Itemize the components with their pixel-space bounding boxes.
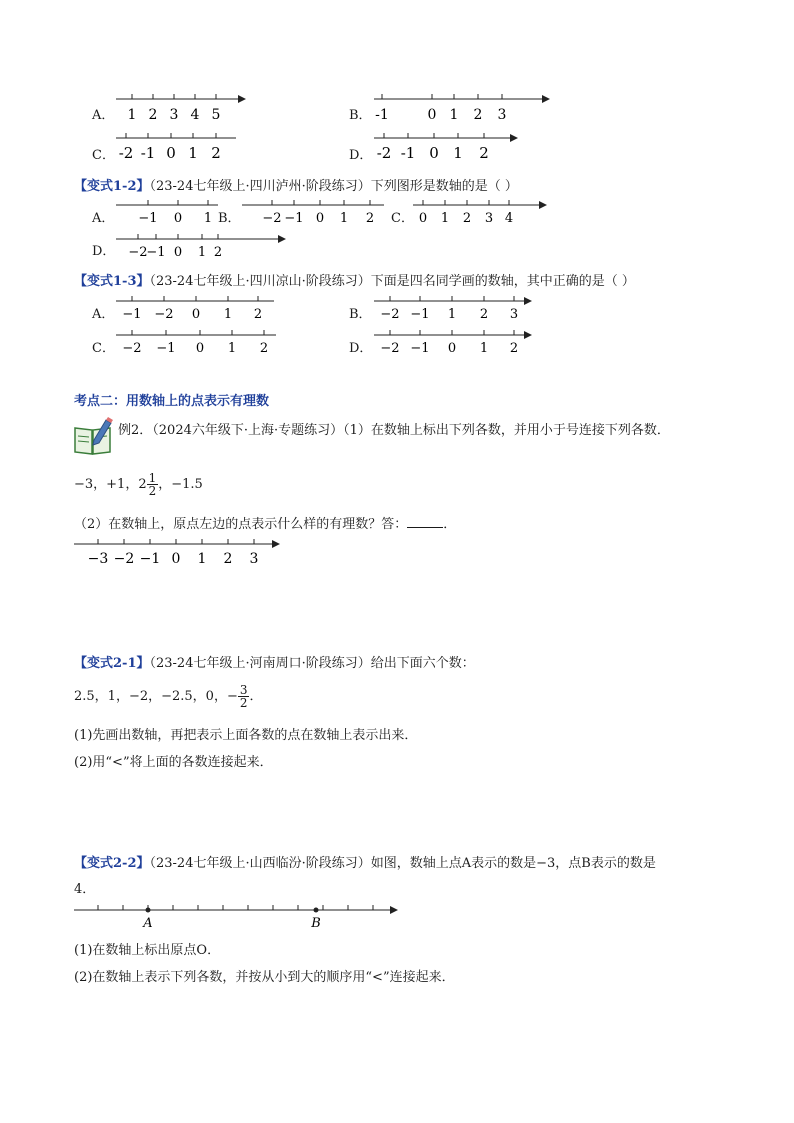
- tick-label: 3: [249, 551, 259, 567]
- number-line-1-1-a: [112, 92, 247, 124]
- tick-label: 0: [418, 211, 428, 226]
- tick-label: −1: [138, 211, 158, 226]
- number-line-1-1-d: [372, 131, 522, 163]
- tick-label: 0: [427, 107, 437, 123]
- option-a-label: A．: [92, 307, 115, 322]
- tick-label: 2: [365, 211, 375, 226]
- question-2-1-numbers: [74, 684, 263, 709]
- tick-label: 1: [197, 245, 207, 260]
- part2-end: ．: [443, 517, 457, 532]
- number-line-1-1-b: [372, 92, 552, 124]
- example-2-part2: [74, 513, 456, 532]
- tick-label: 2: [509, 341, 519, 356]
- tick-label: −3: [87, 551, 109, 567]
- question-tag: 【变式2-2】: [74, 856, 150, 871]
- tick-label: 1: [127, 107, 137, 123]
- part2-text: （2）在数轴上，原点左边的点表示什么样的有理数？答：: [74, 517, 408, 532]
- number-line-1-2-d: [112, 232, 290, 260]
- option-c-label: C．: [92, 148, 115, 163]
- number-list-b: ，−1.5: [158, 477, 203, 492]
- point-a-label: A: [143, 916, 153, 931]
- option-a-label: A．: [92, 211, 115, 226]
- option-b-label: B．: [349, 108, 372, 123]
- tick-label: 0: [315, 211, 325, 226]
- answer-blank[interactable]: [407, 515, 443, 528]
- sub-question-1: (1)在数轴上标出原点O．: [74, 943, 221, 958]
- tick-label: −1: [139, 551, 161, 567]
- fraction-numerator: 3: [239, 683, 248, 697]
- tick-label: 2: [479, 144, 489, 162]
- tick-label: −1: [410, 341, 430, 356]
- tick-label: 3: [497, 107, 507, 123]
- question-2-2-cont: 4．: [74, 882, 96, 897]
- number-line-example-2: [72, 537, 287, 569]
- number-list: 2.5，1，−2，−2.5，0，−: [74, 689, 238, 704]
- question-tag: 【变式1-3】: [74, 274, 150, 289]
- tick-label: 0: [429, 144, 439, 162]
- tick-label: 1: [339, 211, 349, 226]
- question-tag: 【变式2-1】: [74, 656, 150, 671]
- tick-label: 0: [173, 245, 183, 260]
- tick-label: 2: [473, 107, 483, 123]
- tick-label: 0: [166, 144, 176, 162]
- tick-label: 3: [484, 211, 494, 226]
- option-d-label: D．: [349, 148, 373, 163]
- question-source: （23-24七年级上·河南周口·阶段练习）: [149, 656, 371, 671]
- example-2-header: [118, 419, 670, 438]
- mixed-whole: 2: [138, 477, 147, 492]
- tick-label: 1: [227, 341, 237, 356]
- tick-label: 2: [148, 107, 158, 123]
- number-line-1-2-a: [112, 198, 222, 226]
- question-1-3: [74, 270, 635, 289]
- question-1-2: [74, 175, 518, 194]
- sub-question-2: (2)用“<”将上面的各数连接起来．: [74, 755, 273, 770]
- tick-label: 1: [440, 211, 450, 226]
- tick-label: 2: [213, 245, 223, 260]
- option-c-label: C．: [391, 211, 414, 226]
- tick-label: 1: [197, 551, 207, 567]
- tick-label: 0: [191, 307, 201, 322]
- sub-question-2: (2)在数轴上表示下列各数，并按从小到大的顺序用“<”连接起来．: [74, 970, 455, 985]
- fraction-denominator: 2: [148, 484, 157, 498]
- question-text: 给出下面六个数：: [370, 656, 475, 671]
- number-line-1-3-c: [112, 328, 282, 356]
- option-b-label: B．: [349, 307, 372, 322]
- number-line-1-3-d: [372, 328, 537, 356]
- tick-label: 2: [211, 144, 221, 162]
- number-line-1-3-a: [112, 294, 277, 322]
- question-source: （23-24七年级上·山西临汾·阶段练习）: [149, 856, 371, 871]
- tick-label: -2: [118, 144, 134, 162]
- question-tag: 【变式1-2】: [74, 179, 150, 194]
- number-line-1-3-b: [372, 294, 537, 322]
- option-c-label: C．: [92, 341, 115, 356]
- tick-label: 1: [479, 341, 489, 356]
- book-pencil-icon: [72, 416, 116, 458]
- question-text: 下面是四名同学画的数轴，其中正确的是（ ）: [370, 274, 635, 289]
- tick-label: -1: [375, 107, 389, 123]
- number-line-question-2-2: [72, 900, 402, 932]
- tick-label: 1: [447, 307, 457, 322]
- tick-label: −2: [122, 341, 142, 356]
- tick-label: 0: [171, 551, 181, 567]
- tick-label: 0: [195, 341, 205, 356]
- tick-label: −2: [113, 551, 135, 567]
- number-list-a: −3，+1，: [74, 477, 139, 492]
- tick-label: −2: [128, 245, 148, 260]
- number-line-1-2-c: [411, 198, 551, 226]
- option-b-label: B．: [218, 211, 241, 226]
- point-b: [314, 908, 319, 913]
- tick-label: −1: [146, 245, 166, 260]
- tick-label: 1: [453, 144, 463, 162]
- tick-label: −1: [410, 307, 430, 322]
- section-title: 考点二：用数轴上的点表示有理数: [74, 394, 270, 409]
- option-a-label: A．: [92, 108, 115, 123]
- question-source: （23-24七年级上·四川凉山·阶段练习）: [149, 274, 371, 289]
- tick-label: 2: [253, 307, 263, 322]
- tick-label: −1: [284, 211, 304, 226]
- option-d-label: D．: [92, 244, 116, 259]
- tick-label: 1: [223, 307, 233, 322]
- point-a: [146, 908, 151, 913]
- tick-label: 1: [449, 107, 459, 123]
- example-prefix: 例2．: [118, 423, 153, 438]
- tick-label: −2: [262, 211, 282, 226]
- tick-label: −1: [156, 341, 176, 356]
- number-line-1-1-c: [112, 131, 242, 163]
- tick-label: -1: [400, 144, 416, 162]
- tick-label: 3: [169, 107, 179, 123]
- sub-question-1: (1)先画出数轴，再把表示上面各数的点在数轴上表示出来．: [74, 728, 418, 743]
- number-list-end: ．: [249, 689, 263, 704]
- question-text: 如图，数轴上点A表示的数是−3，点B表示的数是: [370, 856, 656, 871]
- tick-label: 2: [479, 307, 489, 322]
- tick-label: -2: [376, 144, 392, 162]
- tick-label: 2: [223, 551, 233, 567]
- point-b-label: B: [311, 916, 321, 931]
- example-source: （2024六年级下·上海·专题练习）: [152, 423, 344, 438]
- fraction-numerator: 1: [148, 471, 157, 485]
- tick-label: 2: [462, 211, 472, 226]
- question-source: （23-24七年级上·四川泸州·阶段练习）: [149, 179, 371, 194]
- tick-label: 0: [173, 211, 183, 226]
- example-2-numbers: [74, 472, 203, 497]
- tick-label: 4: [190, 107, 200, 123]
- tick-label: 4: [504, 211, 514, 226]
- tick-label: 0: [447, 341, 457, 356]
- tick-label: −1: [122, 307, 142, 322]
- tick-label: 3: [509, 307, 519, 322]
- question-2-1: [74, 652, 475, 671]
- fraction-denominator: 2: [239, 696, 248, 710]
- option-d-label: D．: [349, 341, 373, 356]
- tick-label: 1: [203, 211, 213, 226]
- tick-label: −2: [380, 341, 400, 356]
- tick-label: -1: [140, 144, 156, 162]
- question-text: 下列图形是数轴的是（ ）: [370, 179, 518, 194]
- question-2-2: [74, 852, 656, 871]
- tick-label: −2: [154, 307, 174, 322]
- tick-label: 2: [259, 341, 269, 356]
- tick-label: 1: [188, 144, 198, 162]
- fraction: [238, 684, 250, 709]
- mixed-fraction: [147, 472, 159, 497]
- tick-label: 5: [211, 107, 221, 123]
- number-line-1-2-b: [238, 198, 388, 226]
- tick-label: −2: [380, 307, 400, 322]
- example-part1: （1）在数轴上标出下列各数，并用小于号连接下列各数．: [343, 423, 670, 438]
